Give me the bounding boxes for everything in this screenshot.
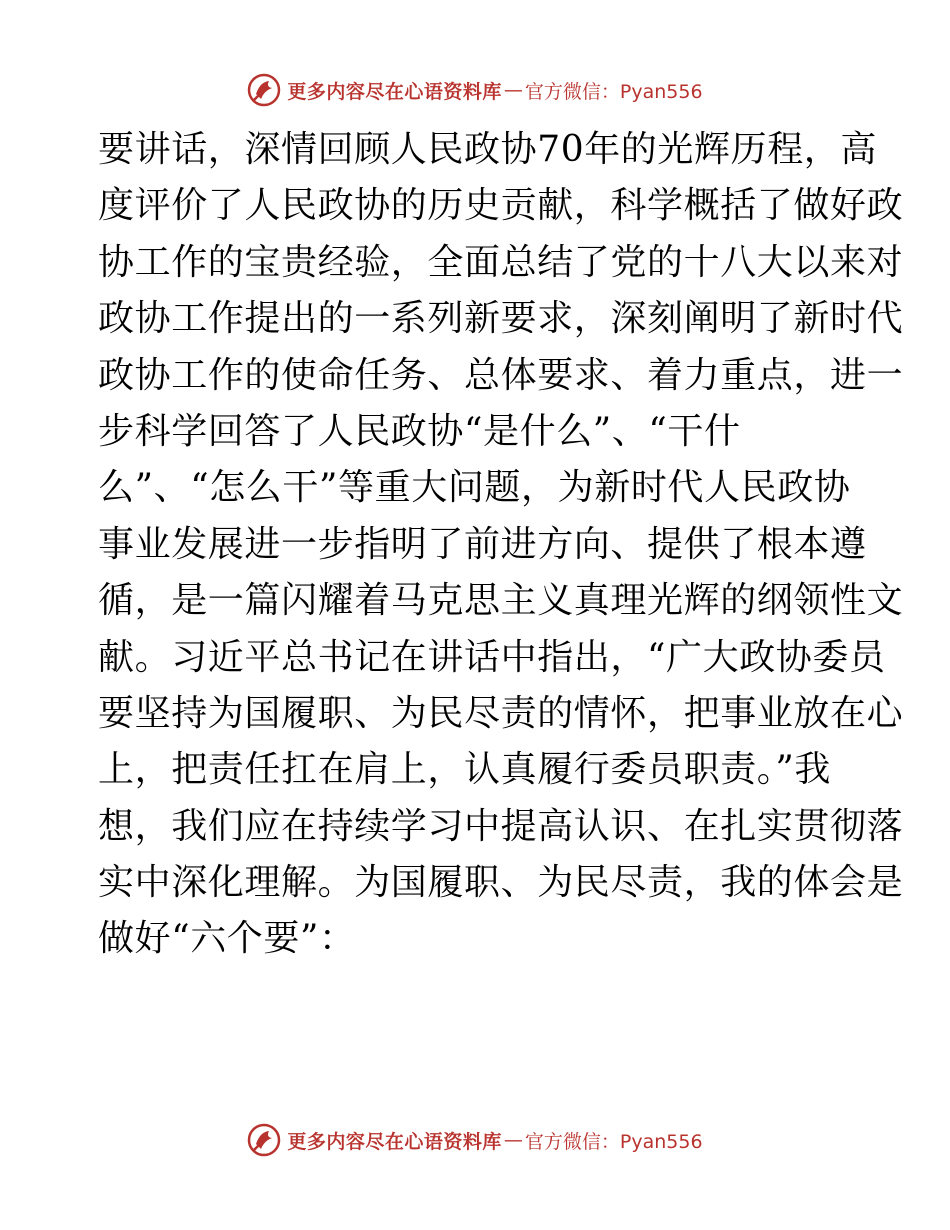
banner-dash: —: [503, 1129, 523, 1151]
text-line: 实中深化理解。为国履职、为民尽责，我的体会是: [98, 862, 904, 904]
banner-contact: 官方微信：Pyan556: [524, 80, 703, 103]
text-line: 要讲话，深情回顾人民政协70年的光辉历程，高: [98, 129, 878, 170]
document-body: [98, 122, 904, 968]
header-banner: [0, 70, 950, 110]
text-line: 政协工作的使命任务、总体要求、着力重点，进一: [98, 354, 904, 396]
footer-banner: [0, 1120, 950, 1160]
text-line: 政协工作提出的一系列新要求，深刻阐明了新时代: [98, 298, 904, 340]
banner-dash: —: [503, 79, 523, 101]
text-line: 事业发展进一步指明了前进方向、提供了根本遵: [98, 523, 867, 565]
text-line: 协工作的宝贵经验，全面总结了党的十八大以来对: [98, 241, 904, 283]
text-line: 上，把责任扛在肩上，认真履行委员职责。”我: [98, 749, 832, 791]
text-line: 度评价了人民政协的历史贡献，科学概括了做好政: [98, 185, 904, 227]
banner-contact: 官方微信：Pyan556: [524, 1130, 703, 1153]
banner-title: 更多内容尽在心语资料库: [287, 1130, 502, 1153]
text-line: 想，我们应在持续学习中提高认识、在扎实贯彻落: [98, 805, 904, 847]
text-line: 么”、“怎么干”等重大问题，为新时代人民政协: [98, 467, 851, 509]
text-line: 做好“六个要”：: [98, 918, 356, 960]
brand-logo-icon: [247, 1123, 281, 1157]
text-line: 要坚持为国履职、为民尽责的情怀，把事业放在心: [98, 692, 904, 734]
text-line: 循，是一篇闪耀着马克思主义真理光辉的纲领性文: [98, 580, 904, 622]
brand-logo-icon: [247, 73, 281, 107]
text-line: 步科学回答了人民政协“是什么”、“干什: [98, 410, 741, 452]
banner-title: 更多内容尽在心语资料库: [287, 80, 502, 103]
text-line: 献。习近平总书记在讲话中指出，“广大政协委员: [98, 636, 886, 678]
